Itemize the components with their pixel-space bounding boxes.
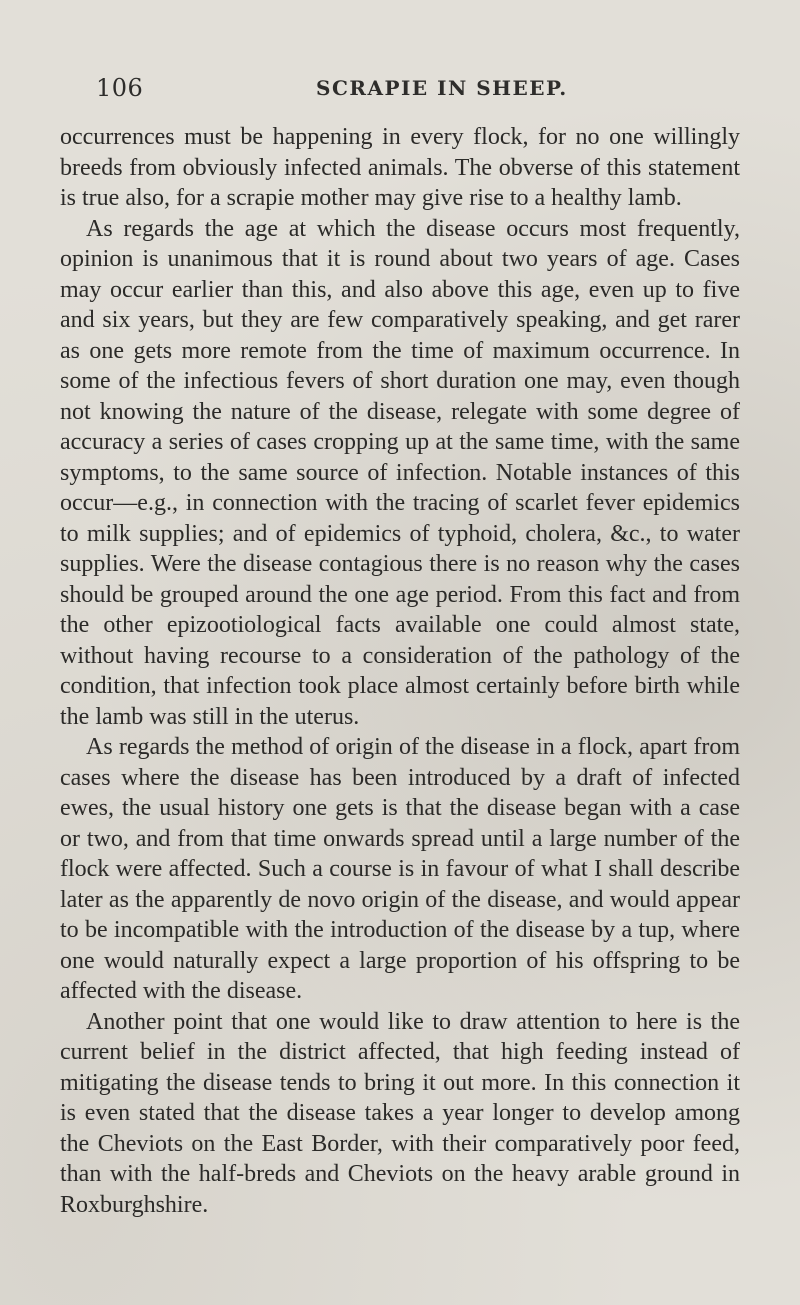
running-title: SCRAPIE IN SHEEP. [316, 76, 568, 100]
running-head [96, 74, 736, 108]
paragraph-feeding: Another point that one would like to draw attention to here is the current belief in the district affected, that high feeding instead of mitigating the disease tends to bring it out more. In this connection it is even stated that the disease takes a year longer to develop among the Cheviots on the East Border, with their comparatively poor feed, than with the half-breds and Cheviots on the heavy arable ground in Roxburghshire. [60, 1008, 740, 1218]
paragraph-origin: As regards the method of origin of the disease in a flock, apart from cases where the disease has been introduced by a draft of infected ewes, the usual history one gets is that the disease began with a case or two, and from that time onwards spread until a large number of the flock were affected. Such a course is in favour of what I shall describe later as the apparently de novo origin of the disease, and would appear to be incompatible with the introduction of the disease by a tup, where one would naturally expect a large proportion of his offspring to be affected with the disease. [60, 734, 740, 1004]
paragraph-age: As regards the age at which the disease occurs most frequently, opinion is unanimous that it is round about two years of age. Cases may occur earlier than this, and also above this age, even up to five and six years, but they are few comparatively speaking, and get rarer as one gets more remote from the time of maximum occurrence. In some of the infectious fevers of short duration one may, even though not knowing the nature of the disease, relegate with some degree of accuracy a series of cases cropping up at the same time, with the same symptoms, to the same source of infection. Notable instances of this occur—e.g., in connection with the tracing of scarlet fever epidemics to milk supplies; and of epidemics of typhoid, cholera, &c., to water supplies. Were the disease contagious there is no reason why the cases should be grouped around the one age period. From this fact and from the other epizootiological facts available one could almost state, without having recourse to a consideration of the pathology of the condition, that infection took place almost certainly before birth while the lamb was still in the uterus. [60, 215, 740, 730]
page-number: 106 [96, 74, 144, 102]
paragraph-continuation: occurrences must be happening in every flock, for no one willingly breeds from obviously infected animals. The obverse of this statement is true also, for a scrapie mother may give rise to a healthy lamb. [60, 124, 740, 211]
body-text [60, 122, 740, 1220]
